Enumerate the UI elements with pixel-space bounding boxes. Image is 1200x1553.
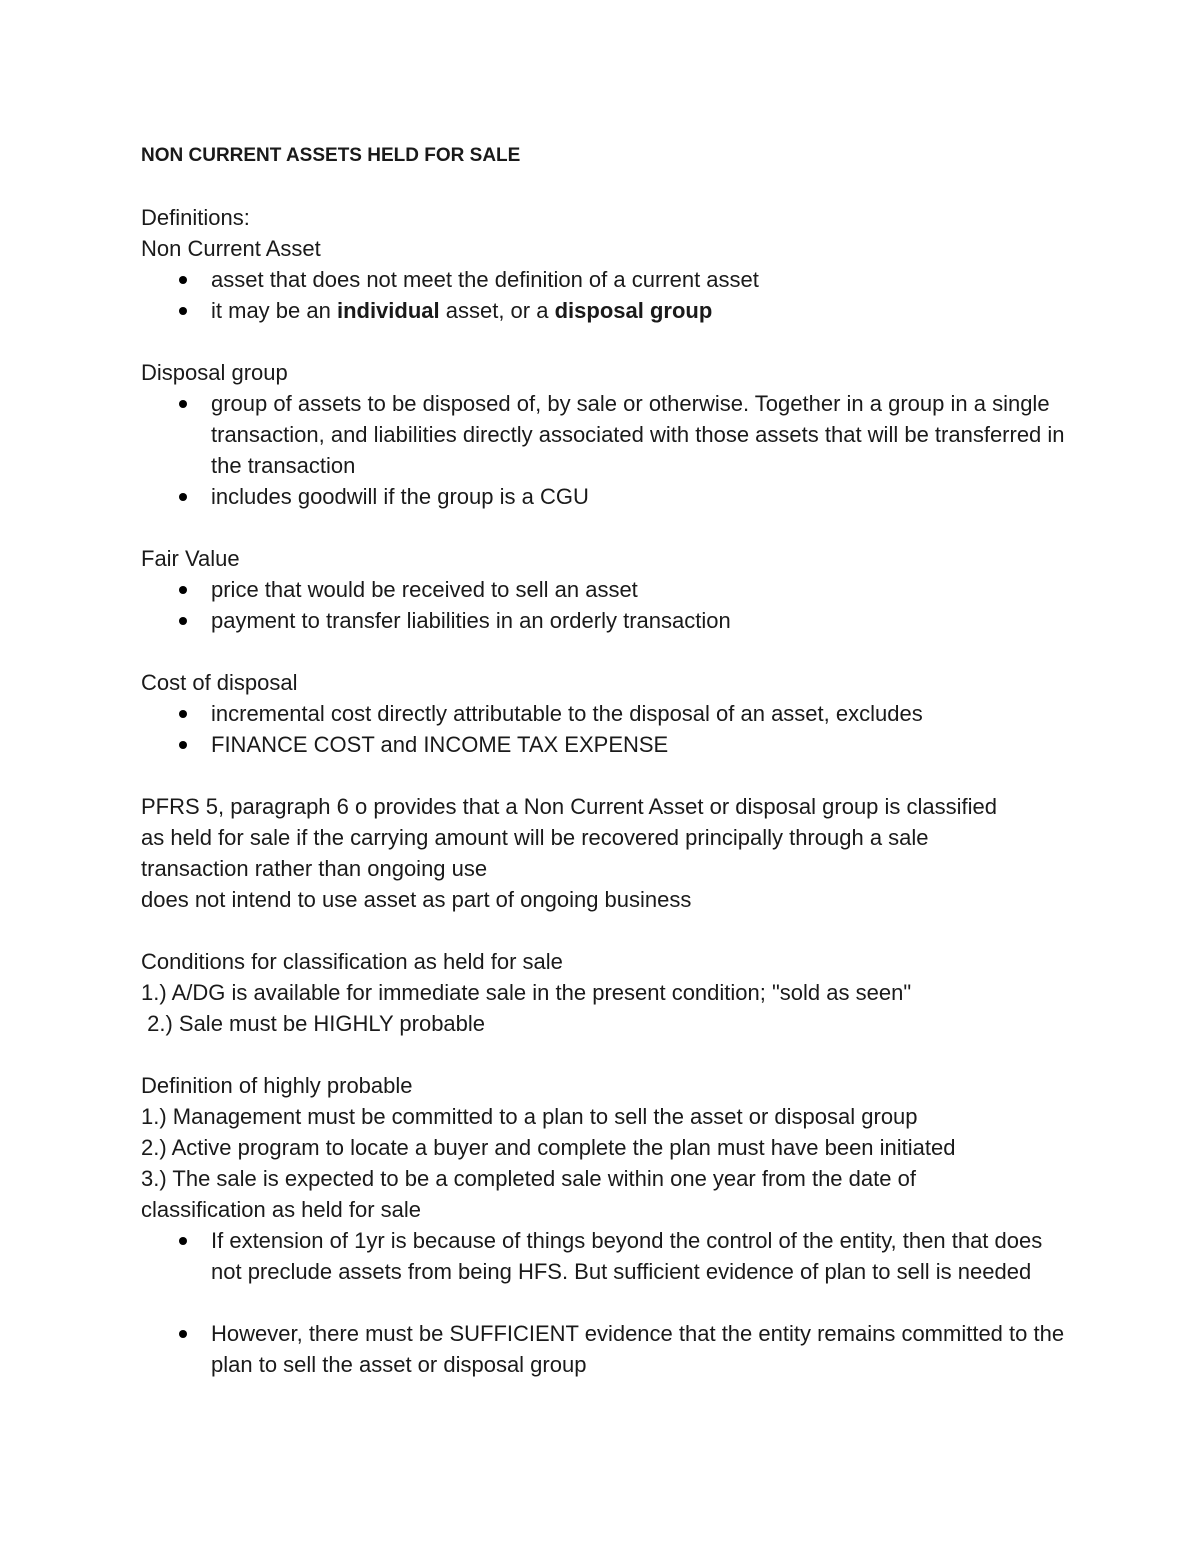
highly-probable-item: 3.) The sale is expected to be a completed sale within one year from the date of — [141, 1166, 916, 1191]
fair-value-heading: Fair Value — [141, 546, 240, 571]
highly-probable-item: 2.) Active program to locate a buyer and complete the plan must have been initiated — [141, 1135, 956, 1160]
condition-item: 1.) A/DG is available for immediate sale in the present condition; "sold as seen" — [141, 980, 912, 1005]
list-item — [211, 295, 1071, 326]
condition-item: 2.) Sale must be HIGHLY probable — [141, 1011, 486, 1036]
definitions-label: Definitions: — [141, 205, 250, 230]
list-item: If extension of 1yr is because of things beyond the control of the entity, then that does not preclude assets from being HFS. But sufficient evidence of plan to sell is needed — [211, 1225, 1071, 1287]
pfrs-line: PFRS 5, paragraph 6 o provides that a Non Current Asset or disposal group is classified — [141, 794, 998, 819]
highly-probable-heading: Definition of highly probable — [141, 1073, 413, 1098]
list-item-text: asset, or a — [439, 298, 555, 323]
list-item: incremental cost directly attributable to the disposal of an asset, excludes — [211, 698, 1071, 729]
document-title: NON CURRENT ASSETS HELD FOR SALE — [141, 145, 521, 166]
highly-probable-item: 1.) Management must be committed to a plan to sell the asset or disposal group — [141, 1104, 918, 1129]
list-item-text: it may be an — [211, 298, 337, 323]
highly-probable-list — [141, 1318, 1071, 1380]
pfrs-line: as held for sale if the carrying amount will be recovered principally through a sale — [141, 825, 929, 850]
list-item — [211, 264, 1071, 295]
list-item: FINANCE COST and INCOME TAX EXPENSE — [211, 729, 1071, 760]
cost-of-disposal-list — [141, 698, 1071, 760]
non-current-asset-list — [141, 264, 1071, 326]
fair-value-list — [141, 574, 1071, 636]
list-item: group of assets to be disposed of, by sale or otherwise. Together in a group in a single transaction, and liabilities directly associated with those assets that will be transferred in the transaction — [211, 388, 1071, 481]
list-item: However, there must be SUFFICIENT evidence that the entity remains committed to the plan to sell the asset or disposal group — [211, 1318, 1071, 1380]
conditions-heading: Conditions for classification as held for sale — [141, 949, 563, 974]
non-current-asset-heading: Non Current Asset — [141, 236, 321, 261]
list-item: payment to transfer liabilities in an orderly transaction — [211, 605, 1071, 636]
list-item: price that would be received to sell an asset — [211, 574, 1071, 605]
list-item-text: asset that does not meet the definition of a current asset — [211, 267, 759, 292]
bold-term-individual: individual — [336, 298, 440, 323]
list-item: includes goodwill if the group is a CGU — [211, 481, 1071, 512]
highly-probable-list — [141, 1225, 1071, 1287]
cost-of-disposal-heading: Cost of disposal — [141, 670, 298, 695]
disposal-group-list — [141, 388, 1071, 512]
highly-probable-item: classification as held for sale — [141, 1197, 422, 1222]
document-page — [141, 140, 1071, 1380]
pfrs-line: does not intend to use asset as part of ongoing business — [141, 887, 692, 912]
disposal-group-heading: Disposal group — [141, 360, 288, 385]
bold-term-disposal-group: disposal group — [554, 298, 713, 323]
pfrs-line: transaction rather than ongoing use — [141, 856, 488, 881]
